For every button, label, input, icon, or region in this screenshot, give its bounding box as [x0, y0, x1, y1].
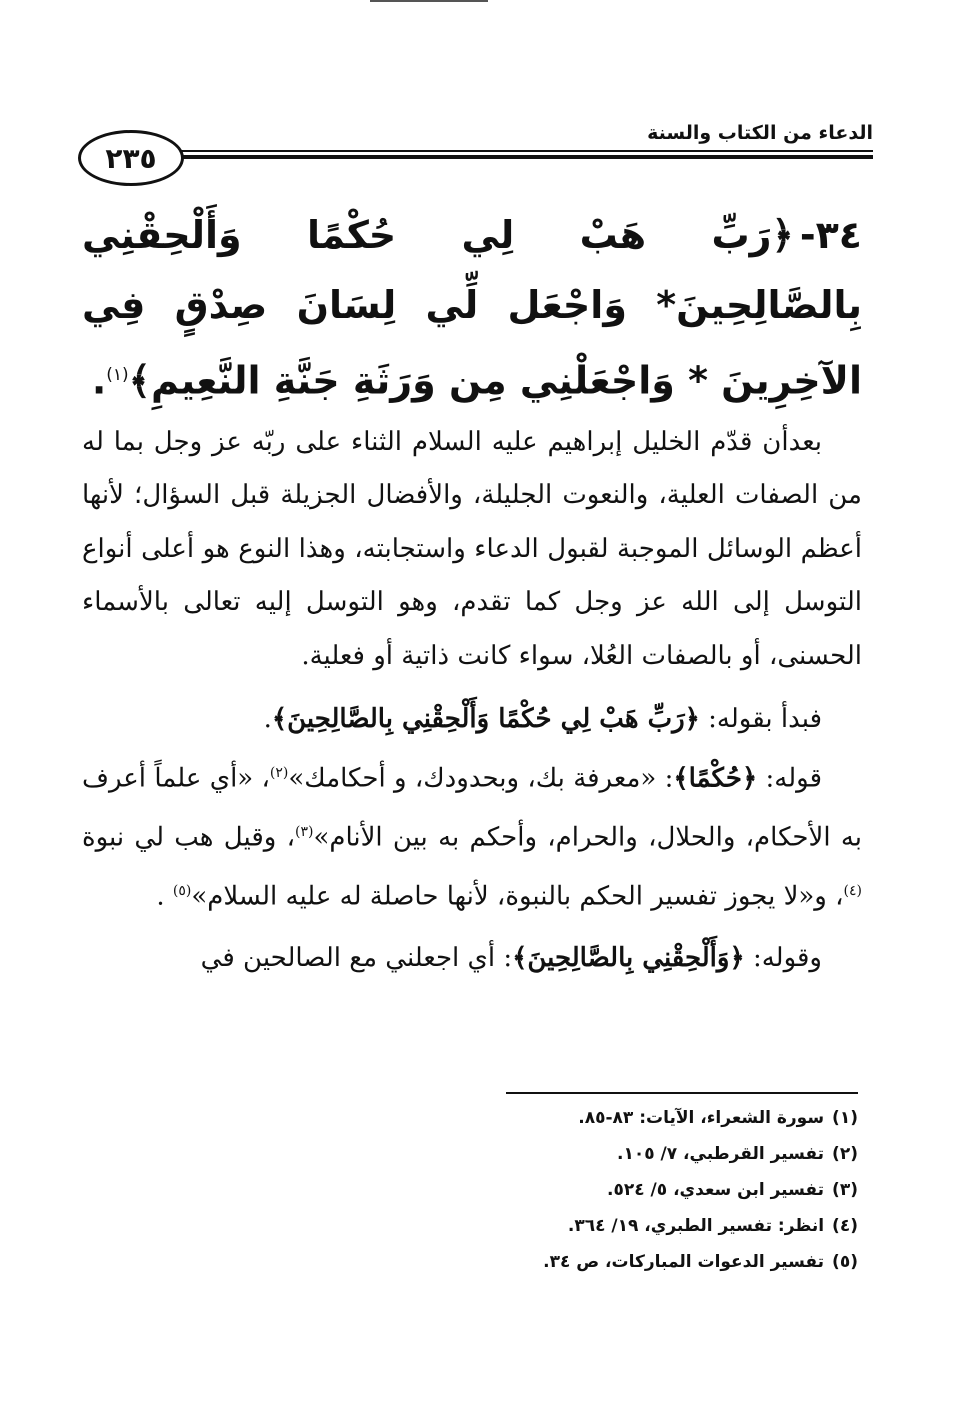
running-title: الدعاء من الكتاب والسنة: [647, 122, 873, 144]
footnote-text: انظر: تفسير الطبري، ١٩/ ٣٦٤.: [567, 1216, 825, 1236]
page-number-oval: [78, 130, 184, 186]
footnote-number: (٤): [832, 1216, 858, 1236]
p3-a: : «معرفة بك، وبحدودك، و أحكامك»: [288, 763, 674, 794]
footnote-item: [438, 1100, 858, 1136]
footnote-number: (٥): [832, 1252, 858, 1272]
scan-edge-mark: [370, 0, 488, 2]
footnote-text: تفسير الدعوات المباركات، ص ٣٤.: [543, 1252, 825, 1272]
p2-quote: ﴿رَبِّ هَبْ لِي حُكْمًا وَأَلْحِقْنِي بِالصَّالِحِينَ﴾: [271, 704, 700, 735]
quranic-verse: [82, 200, 862, 416]
footnote-ref-4: (٤): [843, 882, 862, 899]
footnote-separator: [506, 1092, 858, 1094]
footnote-number: (٢): [832, 1144, 858, 1164]
p2-intro: فبدأ بقوله:: [699, 704, 822, 735]
p3-c: ، وقيل هب لي نبوة: [82, 822, 295, 853]
header-rule-thick: [173, 155, 873, 159]
p3-end: .: [156, 881, 173, 912]
footnote-ref-2: (٢): [269, 764, 289, 781]
paragraph-intro: بعدأن قدّم الخليل إبراهيم عليه السلام الثناء على ربّه عز وجل بما له من الصفات العلية، والنعوت الجليلة، والأفضال الجزيلة قبل السؤال؛ لأنها أعظم الوسائل الموجبة لقبول الدعاء واستجابته، وهذا النوع هو أعلى أنواع التوسل إلى الله عز وجل كما تقدم، وهو التوسل إليه تعالى بالأسماء الحسنى، أو بالصفات العُلا، سواء كانت ذاتية أو فعلية.: [82, 426, 862, 671]
footnote-text: تفسير ابن سعدي، ٥/ ٥٢٤.: [607, 1180, 825, 1200]
main-content: [82, 200, 862, 986]
p3-intro: قوله:: [757, 763, 823, 794]
verse-number: ٣٤-: [799, 213, 862, 257]
page-number: ٢٣٥: [105, 141, 157, 175]
paragraph-hukm: [82, 747, 862, 924]
page-header: [78, 118, 873, 208]
footnote-number: (٣): [832, 1180, 858, 1200]
p2-end: .: [263, 704, 272, 735]
footnote-item: [438, 1244, 858, 1280]
footnote-ref-1: (١): [106, 365, 129, 385]
footnote-text: تفسير القرطبي، ٧/ ١٠٥.: [617, 1144, 825, 1164]
p4-intro: وقوله:: [744, 943, 822, 974]
footnote-item: [438, 1136, 858, 1172]
footnote-text: سورة الشعراء، الآيات: ٨٣-٨٥.: [578, 1108, 825, 1128]
p3-quote: ﴿حُكْمًا﴾: [673, 763, 758, 794]
p4-quote: ﴿وَأَلْحِقْنِي بِالصَّالِحِينَ﴾: [512, 943, 745, 974]
header-rule-thin: [173, 150, 873, 152]
paragraph-began: [82, 693, 862, 747]
footnote-ref-5: (٥): [172, 882, 192, 899]
verse-text: ﴿رَبِّ هَبْ لِي حُكْمًا وَأَلْحِقْنِي بِالصَّالِحِينَ* وَاجْعَل لِّي لِسَانَ صِدْقٍ فِي الآخِرِينَ * وَاجْعَلْنِي مِن وَرَثَةِ جَنَّةِ النَّعِيمِ﴾: [82, 213, 862, 403]
footnote-number: (١): [832, 1108, 858, 1128]
footnote-ref-3: (٣): [294, 823, 314, 840]
paragraph-join-righteous: [82, 932, 862, 986]
p4-rest: : أي اجعلني مع الصالحين في: [200, 943, 513, 974]
verse-end: .: [91, 358, 107, 403]
p3-d: ، و«لا يجوز تفسير الحكم بالنبوة، لأنها حاصلة له عليه السلام»: [191, 881, 844, 912]
p3-b: ، «أي علماً أعرف به الأحكام، والحلال، والحرام، وأحكم به بين الأنام»: [82, 763, 862, 853]
footnote-item: [438, 1172, 858, 1208]
footnote-item: [438, 1208, 858, 1244]
footnotes-list: [438, 1100, 858, 1280]
